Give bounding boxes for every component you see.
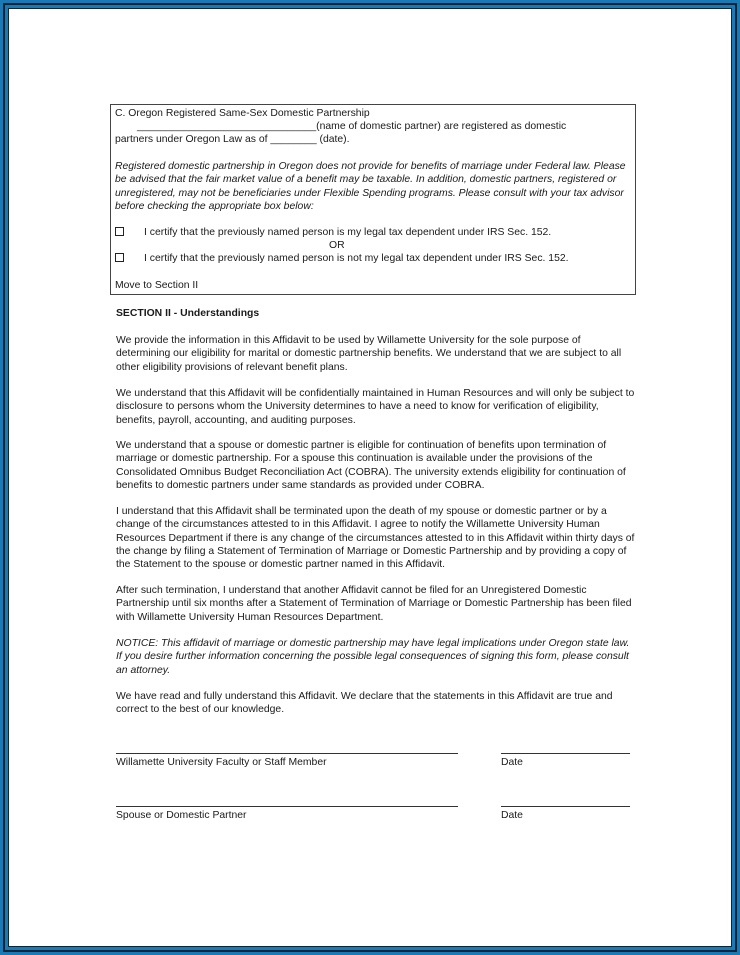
option-dependent-label: I certify that the previously named person is my legal tax dependent under IRS Sec. 152. — [144, 227, 552, 238]
partner-name-line: _______________________________(name of domestic partner) are registered as domestic — [137, 121, 567, 132]
federal-law-notice: Registered domestic partnership in Oregon does not provide for benefits of marriage under Federal law. Please be advised that the fair market value of a benefit may be taxable. In addition, domestic partners, registered or unregistered, may not be beneficiaries under Flexible Spending programs. Please consult with your tax advisor before checking the appropriate box below: — [115, 161, 626, 212]
member-date-label: Date — [501, 757, 523, 768]
move-to-section-ii: Move to Section II — [115, 280, 199, 291]
option-dependent[interactable] — [115, 226, 551, 239]
registration-date-line: partners under Oregon Law as of ________ (date). — [115, 134, 350, 145]
option-not-dependent[interactable] — [115, 252, 569, 265]
paragraph: We understand that this Affidavit will be confidentially maintained in Human Resources and will only be subject to disclosure to persons whom the University determines to have a need to know for verification of eligibility, benefits, payroll, accounting, and auditing purposes. — [116, 388, 635, 426]
option-not-dependent-label: I certify that the previously named person is not my legal tax dependent under IRS Sec. 152. — [144, 253, 569, 264]
partner-date-line[interactable] — [501, 806, 630, 807]
page-frame — [3, 3, 737, 952]
paragraph: We provide the information in this Affidavit to be used by Willamette University for the sole purpose of determining our eligibility for marital or domestic partnership benefits. We understand that we are subject to all other eligibility provisions of relevant benefit plans. — [116, 335, 622, 373]
declaration: We have read and fully understand this Affidavit. We declare that the statements in this Affidavit are true and correct to the best of our knowledge. — [116, 691, 613, 716]
document-page — [8, 8, 732, 947]
paragraph: I understand that this Affidavit shall be terminated upon the death of my spouse or domestic partner or by a change of the circumstances attested to in this Affidavit. I agree to notify the Willamette University Human Resources Department if there is any change of the circumstances attested to in this Affidavit within thirty days of the change by filing a Statement of Termination of Marriage or Domestic Partnership and by providing a copy of the Statement to the spouse or domestic partner named in this Affidavit. — [116, 506, 635, 571]
checkbox-not-dependent[interactable] — [115, 253, 124, 262]
paragraph: We understand that a spouse or domestic partner is eligible for continuation of benefits upon termination of marriage or domestic partnership. For a spouse this continuation is available under the provisions of the Consolidated Omnibus Budget Reconciliation Act (COBRA). The university extends eligibility for continuation of benefits to domestic partners under same standards as provided under COBRA. — [116, 440, 626, 491]
partner-signature-label: Spouse or Domestic Partner — [116, 810, 247, 821]
member-date-line[interactable] — [501, 753, 630, 754]
member-signature-label: Willamette University Faculty or Staff Member — [116, 757, 327, 768]
partner-date-label: Date — [501, 810, 523, 821]
legal-notice: NOTICE: This affidavit of marriage or domestic partnership may have legal implications under Oregon state law. If you desire further information concerning the possible legal consequences of signing this form, please consult an attorney. — [116, 638, 630, 676]
partner-signature-line[interactable] — [116, 806, 458, 807]
section-ii-title: SECTION II - Understandings — [116, 308, 260, 319]
member-signature-line[interactable] — [116, 753, 458, 754]
section-c-box — [110, 104, 636, 295]
paragraph: After such termination, I understand that another Affidavit cannot be filed for an Unregistered Domestic Partnership until six months after a Statement of Termination of Marriage or Domestic Partnership has been filed with Willamette University Human Resources Department. — [116, 585, 632, 623]
section-c-heading: C. Oregon Registered Same-Sex Domestic Partnership — [115, 108, 370, 119]
checkbox-dependent[interactable] — [115, 227, 124, 236]
or-label: OR — [329, 240, 345, 251]
